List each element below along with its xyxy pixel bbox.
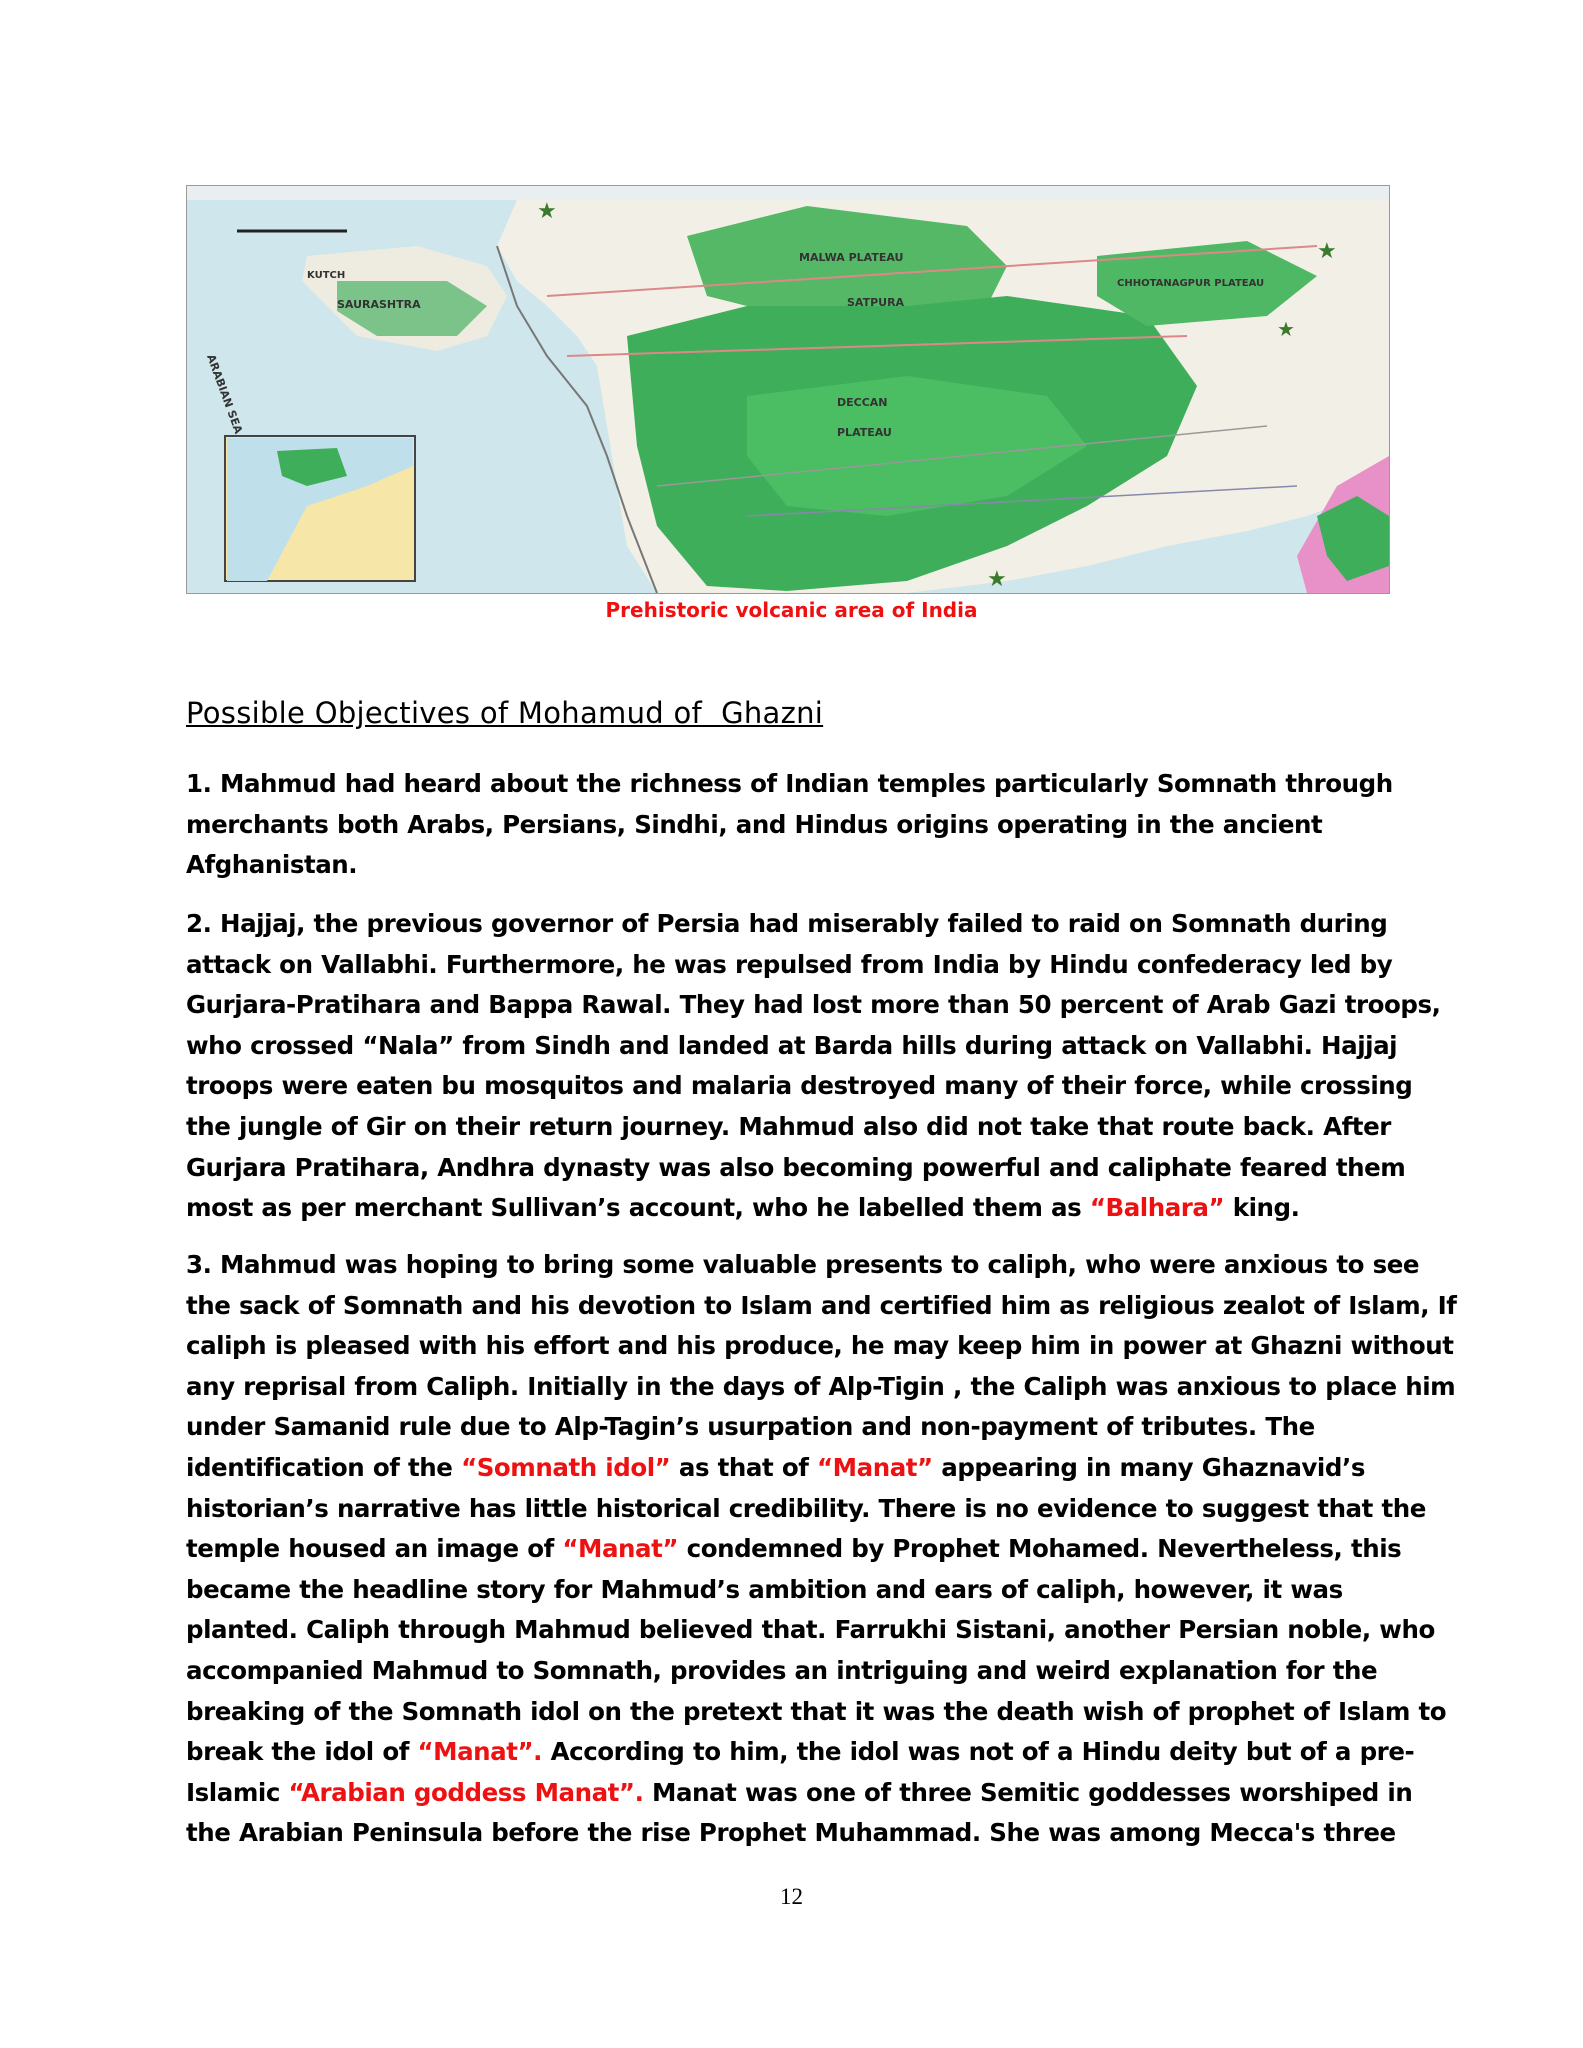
paragraph-line: the jungle of Gir on their return journey. Mahmud also did not take that route back. After (186, 1111, 1391, 1141)
paragraph-line: who crossed “Nala” from Sindh and landed at Barda hills during attack on Vallabhi. Hajjaj (186, 1030, 1398, 1060)
paragraph-line (186, 1188, 1401, 1229)
paragraph-line: the Arabian Peninsula before the rise Prophet Muhammad. She was among Mecca's three (186, 1818, 1396, 1848)
line-text: appearing in many Ghaznavid’s (932, 1452, 1365, 1482)
paragraph-line (186, 1529, 1401, 1570)
section-heading: Possible Objectives of Mohamud of Ghazni (186, 696, 824, 730)
map-label-saurashtra: SAURASHTRA (337, 298, 421, 311)
svg-text:★: ★ (537, 199, 557, 224)
svg-text:★: ★ (1277, 317, 1295, 341)
paragraph-line (186, 1773, 1413, 1814)
paragraph-3 (186, 1245, 1457, 1854)
svg-text:★: ★ (987, 567, 1007, 592)
paragraph-line: planted. Caliph through Mahmud believed that. Farrukhi Sistani, another Persian noble, who (186, 1615, 1435, 1645)
line-text: king. (1224, 1193, 1300, 1223)
map-label-deccan-plateau: PLATEAU (837, 426, 892, 439)
line-text: condemned by Prophet Mohamed. Nevertheless, this (678, 1534, 1402, 1564)
paragraph-line (186, 1732, 1415, 1773)
line-text: break the idol of (186, 1737, 418, 1767)
highlight-manat: “Manat” (817, 1452, 933, 1482)
line-text: Manat was one of three Semitic goddesses worshiped in (643, 1777, 1413, 1807)
paragraph-line: breaking of the Somnath idol on the pretext that it was the death wish of prophet of Islam to (186, 1696, 1447, 1726)
highlight-arabian-goddess: “Arabian goddess Manat”. (288, 1777, 644, 1807)
map-label-malwa: MALWA PLATEAU (799, 251, 904, 264)
map-label-arabian-sea: ARABIAN SEA (204, 352, 245, 436)
paragraph-line: Afghanistan. (186, 850, 358, 880)
map-label-satpura: SATPURA (847, 296, 905, 309)
paragraph-line (186, 1448, 1401, 1489)
paragraph-line: troops were eaten bu mosquitos and malaria destroyed many of their force, while crossing (186, 1071, 1413, 1101)
paragraph-line: under Samanid rule due to Alp-Tagin’s usurpation and non-payment of tributes. The (186, 1412, 1315, 1442)
paragraph-line: any reprisal from Caliph. Initially in the days of Alp-Tigin , the Caliph was anxious to place him (186, 1371, 1456, 1401)
paragraph-line: Gurjara Pratihara, Andhra dynasty was also becoming powerful and caliphate feared them (186, 1152, 1406, 1182)
highlight-somnath-idol: “Somnath idol” (461, 1452, 671, 1482)
paragraph-line: caliph is pleased with his effort and his produce, he may keep him in power at Ghazni without (186, 1331, 1454, 1361)
map-label-deccan: DECCAN (837, 396, 888, 409)
volcanic-map-figure (186, 185, 1390, 594)
line-text: Islamic (186, 1777, 289, 1807)
paragraph-line: the sack of Somnath and his devotion to Islam and certified him as religious zealot of Islam, If (186, 1290, 1457, 1320)
paragraph-line: accompanied Mahmud to Somnath, provides an intriguing and weird explanation for the (186, 1655, 1378, 1685)
map-label-chhotanagpur: CHHOTANAGPUR PLATEAU (1117, 278, 1265, 289)
highlight-manat: “Manat” (562, 1534, 679, 1564)
line-text: identification of the (186, 1452, 462, 1482)
figure-caption: Prehistoric volcanic area of India (605, 598, 978, 622)
paragraph-line: merchants both Arabs, Persians, Sindhi, and Hindus origins operating in the ancient (186, 809, 1323, 839)
paragraph-line: 2. Hajjaj, the previous governor of Persia had miserably failed to raid on Somnath during (186, 909, 1388, 938)
page-number: 12 (780, 1884, 803, 1909)
line-text: According to him, the idol was not of a Hindu deity but of a pre- (542, 1737, 1415, 1767)
paragraph-line: became the headline story for Mahmud’s ambition and ears of caliph, however, it was (186, 1574, 1343, 1604)
paragraph-line: historian’s narrative has little historical credibility. There is no evidence to suggest that the (186, 1493, 1426, 1523)
paragraph-line: 1. Mahmud had heard about the richness of Indian temples particularly Somnath through (186, 769, 1393, 798)
line-text: as that of (670, 1452, 818, 1482)
paragraph-line: 3. Mahmud was hoping to bring some valuable presents to caliph, who were anxious to see (186, 1250, 1420, 1279)
paragraph-line: Gurjara-Pratihara and Bappa Rawal. They had lost more than 50 percent of Arab Gazi troops, (186, 990, 1441, 1020)
paragraph-2 (186, 904, 1441, 1229)
svg-text:★: ★ (1317, 239, 1337, 264)
line-text: most as per merchant Sullivan’s account, who he labelled them as (186, 1193, 1090, 1223)
paragraph-line: attack on Vallabhi. Furthermore, he was repulsed from India by Hindu confederacy led by (186, 949, 1393, 979)
map-image (187, 186, 1389, 593)
highlight-manat: “Manat”. (417, 1737, 543, 1767)
paragraph-1 (186, 764, 1401, 886)
highlight-balhara: “Balhara” (1089, 1193, 1225, 1223)
map-label-kutch: KUTCH (307, 270, 346, 281)
line-text: temple housed an image of (186, 1534, 563, 1564)
